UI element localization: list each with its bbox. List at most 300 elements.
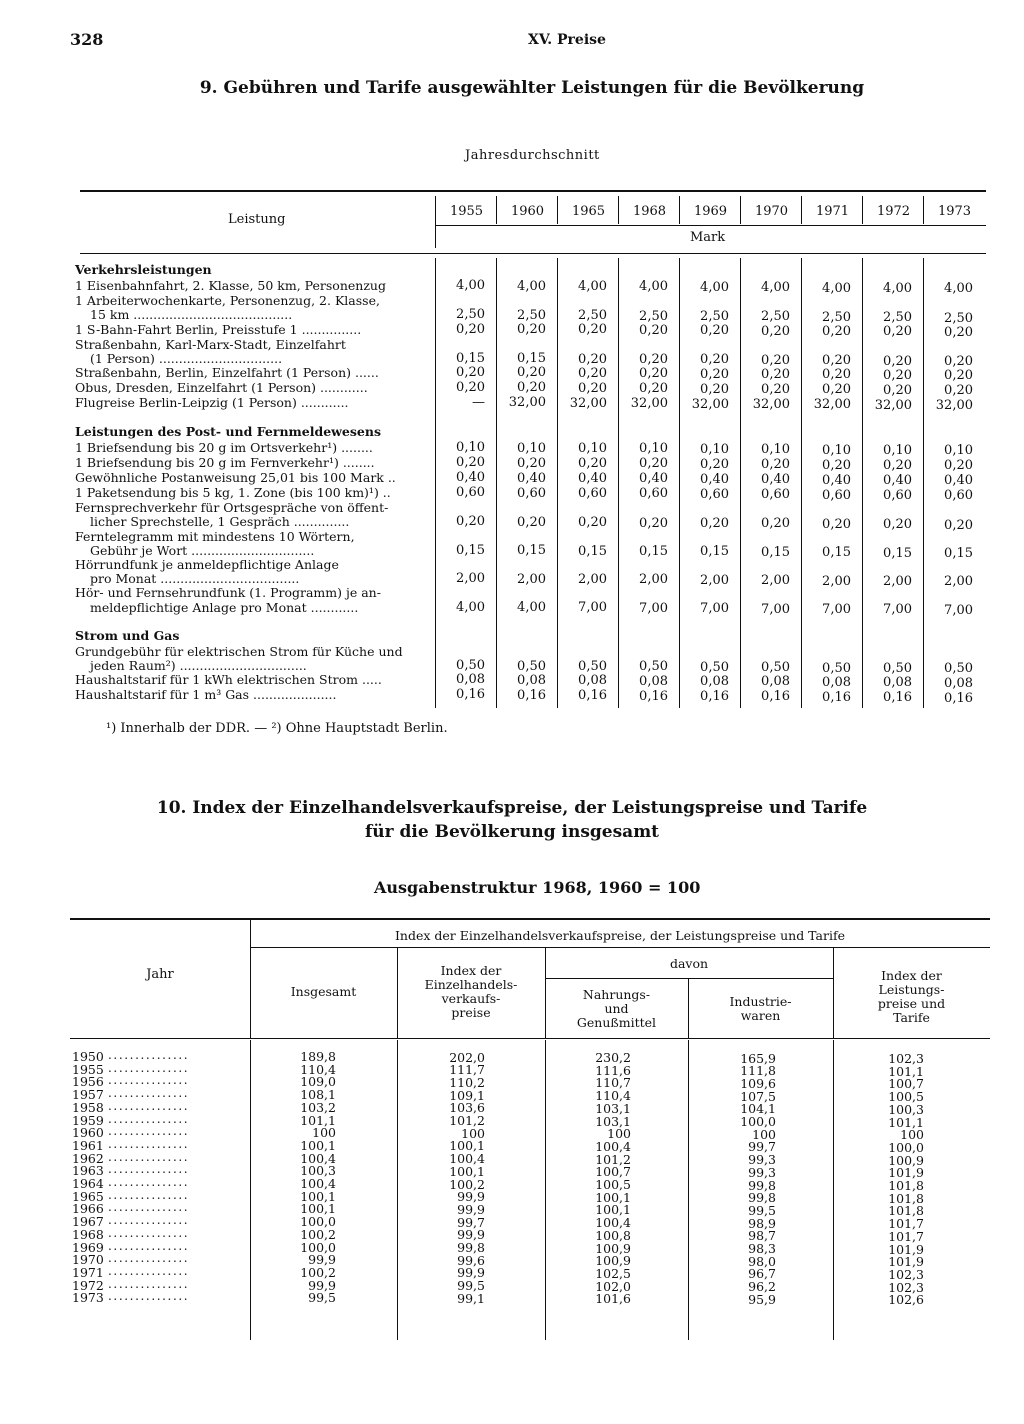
table10-year: 1972 bbox=[72, 1277, 104, 1293]
table9-row-label: Haushaltstarif für 1 m³ Gas ..................... bbox=[75, 687, 337, 703]
table10-year: 1956 bbox=[72, 1074, 104, 1090]
table10-cell: 109,0 bbox=[300, 1074, 336, 1090]
table9-cell: 32,00 bbox=[508, 395, 546, 411]
table9-cell: 0,16 bbox=[944, 690, 973, 706]
table9-cell: 0,20 bbox=[761, 382, 790, 397]
table10-leader-dots: ............... bbox=[108, 1111, 190, 1126]
table9-cell: 0,40 bbox=[517, 470, 546, 486]
table10-cell: 100,8 bbox=[595, 1227, 631, 1243]
table9-cell: 0,20 bbox=[456, 380, 485, 395]
table9-cell: 0,60 bbox=[456, 485, 485, 501]
table10-stub-header: Jahr bbox=[146, 967, 174, 982]
table10-cell: 98,9 bbox=[748, 1215, 776, 1231]
table10-cell: 101,8 bbox=[888, 1190, 924, 1206]
table10-cell: 107,5 bbox=[740, 1088, 776, 1104]
table10-cell: 100,4 bbox=[300, 1150, 336, 1166]
table9-cell: 7,00 bbox=[761, 601, 790, 617]
table10-cell: 111,6 bbox=[595, 1062, 631, 1078]
table9-vline bbox=[862, 196, 863, 224]
table10-cell: 100 bbox=[900, 1127, 924, 1143]
table10-cell: 102,3 bbox=[888, 1266, 924, 1282]
table9-stub-header: Leistung bbox=[228, 212, 286, 227]
table9-cell: 32,00 bbox=[874, 397, 912, 413]
table9-row-label: Gebühr je Wort ............................... bbox=[90, 542, 315, 558]
chapter-title: XV. Preise bbox=[528, 32, 606, 48]
table10-cell: 100,5 bbox=[888, 1089, 924, 1105]
table10-leader-dots: ............... bbox=[108, 1200, 190, 1215]
table10-cell: 100,1 bbox=[595, 1202, 631, 1218]
table10-cell: 100,0 bbox=[740, 1114, 776, 1129]
table10-leader-dots: ............... bbox=[108, 1213, 190, 1228]
table9-cell: 0,20 bbox=[578, 351, 607, 367]
table9-cell: 0,50 bbox=[639, 659, 668, 675]
table9-cell: 0,20 bbox=[517, 380, 546, 396]
table9-cell: 0,40 bbox=[578, 471, 607, 486]
table10-subtitle: Ausgabenstruktur 1968, 1960 = 100 bbox=[374, 878, 701, 897]
table9-cell: 0,16 bbox=[883, 690, 912, 706]
table9-cell: 2,50 bbox=[883, 310, 912, 326]
table10-leader-dots: ............... bbox=[108, 1251, 190, 1266]
table9-cell: 0,60 bbox=[761, 487, 790, 503]
table9-year-header: 1971 bbox=[815, 204, 850, 219]
table9-cell: 32,00 bbox=[691, 396, 729, 412]
table9-cell: 0,10 bbox=[700, 441, 729, 457]
table9-year-header: 1969 bbox=[693, 204, 728, 219]
table9-cell: 0,60 bbox=[700, 486, 729, 502]
table9-row-label: 1 Arbeiterwochenkarte, Personenzug, 2. Klasse, bbox=[75, 293, 380, 309]
table9-top-rule bbox=[80, 190, 986, 192]
table10-cell: 96,7 bbox=[748, 1266, 776, 1282]
table9-cell: 0,10 bbox=[517, 440, 546, 456]
table10-leader-dots: ............... bbox=[108, 1086, 190, 1101]
table9-cell: 0,10 bbox=[883, 443, 912, 458]
table10-year: 1962 bbox=[72, 1150, 104, 1166]
table9-cell: 0,15 bbox=[822, 545, 851, 561]
table10-cell: 100,4 bbox=[449, 1151, 485, 1167]
table9-cell: 0,08 bbox=[700, 674, 729, 689]
table10-cell: 101,6 bbox=[595, 1291, 631, 1307]
table10-year: 1961 bbox=[72, 1137, 104, 1153]
table9-cell: 0,20 bbox=[639, 352, 668, 367]
table10-col-industrie: Industrie- waren bbox=[729, 994, 792, 1023]
table10-year: 1963 bbox=[72, 1163, 104, 1179]
table9-cell: 0,60 bbox=[578, 486, 607, 501]
table9-cell: 0,20 bbox=[517, 514, 546, 530]
table10-year: 1958 bbox=[72, 1099, 104, 1115]
table10-cell: 99,7 bbox=[457, 1214, 485, 1230]
table10-cell: 99,9 bbox=[457, 1189, 485, 1205]
table9-cell: 0,15 bbox=[944, 546, 973, 561]
table9-title: 9. Gebühren und Tarife ausgewählter Leistungen für die Bevölkerung bbox=[199, 78, 865, 98]
table9-cell: 0,08 bbox=[578, 673, 607, 689]
table10-cell: 101,8 bbox=[888, 1203, 924, 1219]
table10-cell: 101,1 bbox=[300, 1112, 336, 1128]
table10-cell: 100,9 bbox=[595, 1240, 631, 1256]
table9-cell: 0,20 bbox=[944, 354, 973, 369]
table9-cell: 4,00 bbox=[456, 278, 485, 294]
table9-cell: 7,00 bbox=[822, 602, 851, 617]
table10-cell: 100,1 bbox=[300, 1137, 336, 1153]
table10-cell: 101,1 bbox=[888, 1114, 924, 1130]
table9-cell: 0,16 bbox=[700, 689, 729, 704]
table9-row-label: pro Monat ................................... bbox=[90, 571, 300, 587]
table9-cell: 0,40 bbox=[822, 472, 851, 488]
table10-cell: 100,0 bbox=[300, 1239, 336, 1255]
table9-cell: 0,20 bbox=[517, 322, 546, 337]
table10-year: 1964 bbox=[72, 1176, 104, 1191]
table9-cell: 2,50 bbox=[822, 309, 851, 325]
table9-row-label: 15 km ........................................ bbox=[90, 307, 293, 323]
table9-section-heading: Strom und Gas bbox=[75, 627, 180, 643]
table9-cell: 0,15 bbox=[456, 542, 485, 558]
table9-year-header: 1968 bbox=[632, 204, 667, 219]
table10-cell: 100,0 bbox=[300, 1214, 336, 1230]
table9-cell: 0,60 bbox=[517, 485, 546, 501]
table9-unit: Mark bbox=[690, 230, 726, 245]
table9-row-label: 1 Paketsendung bis 5 kg, 1. Zone (bis 100 km)¹) .. bbox=[75, 485, 391, 501]
table9-cell: 2,00 bbox=[517, 571, 546, 587]
table10-cell: 98,0 bbox=[748, 1253, 776, 1269]
table10-leader-dots: ............... bbox=[108, 1162, 190, 1177]
table10-leader-dots: ............... bbox=[108, 1263, 190, 1278]
table10-year: 1970 bbox=[72, 1252, 104, 1268]
table10-leader-dots: ............... bbox=[108, 1276, 190, 1291]
table9-cell: 2,50 bbox=[944, 310, 973, 326]
table10-group-header: Index der Einzelhandelsverkaufspreise, der Leistungspreise und Tarife bbox=[394, 928, 845, 943]
table9-cell: 0,20 bbox=[761, 457, 790, 473]
table10-cell: 102,0 bbox=[595, 1278, 631, 1294]
table10-cell: 100,0 bbox=[888, 1139, 924, 1155]
table9-header-rule bbox=[80, 253, 986, 254]
table10-leader-dots: ............... bbox=[108, 1048, 190, 1062]
table9-cell: 4,00 bbox=[456, 599, 485, 615]
table9-cell: 0,10 bbox=[822, 442, 851, 458]
table10-leader-dots: ............... bbox=[108, 1060, 190, 1075]
table9-vline bbox=[435, 196, 436, 248]
table10-cell: 102,6 bbox=[888, 1292, 924, 1308]
table10-cell: 102,3 bbox=[888, 1279, 924, 1295]
table10-year: 1967 bbox=[72, 1214, 104, 1230]
table10-cell: 100,1 bbox=[449, 1138, 485, 1154]
table9-cell: 0,15 bbox=[639, 544, 668, 559]
table10-leader-dots: ............... bbox=[108, 1136, 190, 1151]
table9-cell: 0,10 bbox=[944, 443, 973, 459]
table9-cell: 2,50 bbox=[639, 308, 668, 324]
table9-cell: — bbox=[472, 395, 485, 410]
table10-leader-dots: ............... bbox=[108, 1098, 190, 1113]
table9-cell: 0,20 bbox=[944, 324, 973, 340]
table9-cell: 32,00 bbox=[813, 397, 851, 413]
table9-cell: 0,20 bbox=[822, 367, 851, 383]
table9-cell: 0,10 bbox=[456, 440, 485, 456]
table10-cell: 96,2 bbox=[748, 1279, 776, 1295]
table9-cell: 0,20 bbox=[578, 365, 607, 381]
table10-col-ehv: Index der Einzelhandels- verkaufs- preise bbox=[424, 963, 518, 1020]
table10-cell: 101,2 bbox=[449, 1113, 485, 1128]
table9-year-header: 1970 bbox=[754, 204, 789, 219]
table9-cell: 0,20 bbox=[944, 368, 973, 384]
table9-cell: 0,20 bbox=[944, 517, 973, 533]
table9-cell: 0,20 bbox=[822, 324, 851, 339]
table9-section-heading: Leistungen des Post- und Fernmeldewesens bbox=[75, 424, 381, 439]
table10-cell: 103,2 bbox=[300, 1099, 336, 1115]
table9-cell: 2,00 bbox=[883, 574, 912, 589]
table10-cell: 98,3 bbox=[748, 1241, 776, 1256]
table9-cell: 32,00 bbox=[935, 398, 973, 414]
table9-cell: 0,16 bbox=[456, 687, 485, 703]
table9-cell: 0,20 bbox=[700, 381, 729, 397]
table10-cell: 100,1 bbox=[449, 1163, 485, 1179]
table9-cell: 0,20 bbox=[700, 352, 729, 368]
table10-cell: 108,1 bbox=[300, 1087, 336, 1103]
table9-row-label: Hörrundfunk je anmeldepflichtige Anlage bbox=[75, 557, 339, 572]
table10-cell: 99,9 bbox=[457, 1227, 485, 1243]
table9-cell: 4,00 bbox=[578, 279, 607, 294]
table9-vline bbox=[557, 196, 558, 224]
table10-cell: 99,9 bbox=[457, 1265, 485, 1281]
table9-cell: 0,40 bbox=[456, 470, 485, 486]
table10-cell: 99,8 bbox=[457, 1240, 485, 1255]
table9-cell: 0,20 bbox=[700, 516, 729, 531]
table9-cell: 32,00 bbox=[630, 396, 668, 412]
table10-cell: 100 bbox=[607, 1126, 631, 1142]
table9-cell: 4,00 bbox=[883, 281, 912, 296]
table9-cell: 7,00 bbox=[700, 601, 729, 617]
table9-cell: 0,20 bbox=[456, 321, 485, 337]
table9-cell: 2,00 bbox=[700, 572, 729, 588]
table9-row-label: Straßenbahn, Karl-Marx-Stadt, Einzelfahrt bbox=[75, 336, 346, 352]
table9-year-header: 1960 bbox=[510, 204, 545, 219]
table9-cell: 0,20 bbox=[883, 458, 912, 473]
table10-cell: 100 bbox=[312, 1125, 336, 1141]
table10-cell: 104,1 bbox=[740, 1101, 776, 1117]
table9-cell: 0,15 bbox=[761, 544, 790, 560]
table9-cell: 0,20 bbox=[822, 353, 851, 369]
table9-cell: 0,50 bbox=[883, 661, 912, 676]
table9-cell: 0,08 bbox=[883, 675, 912, 691]
table9-cell: 0,20 bbox=[883, 517, 912, 533]
table9-row-label: 1 Eisenbahnfahrt, 2. Klasse, 50 km, Personenzug bbox=[75, 278, 386, 294]
table9-cell: 0,20 bbox=[456, 455, 485, 471]
table10-cell: 110,4 bbox=[595, 1088, 631, 1104]
table10-cell: 109,6 bbox=[740, 1075, 776, 1091]
table9-cell: 0,20 bbox=[883, 382, 912, 398]
table10-cell: 101,8 bbox=[888, 1178, 924, 1193]
table10-cell: 100 bbox=[752, 1126, 776, 1142]
table10-cell: 100,3 bbox=[888, 1101, 924, 1117]
table10-title-line2: für die Bevölkerung insgesamt bbox=[364, 822, 660, 842]
table10-cell: 111,7 bbox=[449, 1062, 485, 1078]
table10-cell: 101,2 bbox=[595, 1151, 631, 1167]
table9-cell: 0,50 bbox=[578, 659, 607, 674]
table10-cell: 103,1 bbox=[595, 1100, 631, 1116]
table9-cell: 0,20 bbox=[517, 455, 546, 471]
table10-cell: 101,9 bbox=[888, 1254, 924, 1270]
table9-cell: 0,20 bbox=[700, 323, 729, 339]
table9-cell: 0,16 bbox=[761, 689, 790, 705]
table9-cell: 0,20 bbox=[761, 352, 790, 368]
table9-cell: 0,20 bbox=[456, 365, 485, 380]
table9-cell: 0,20 bbox=[639, 366, 668, 382]
table9-cell: 0,50 bbox=[700, 659, 729, 675]
table9-cell: 7,00 bbox=[883, 602, 912, 618]
table9-row-label: Flugreise Berlin-Leipzig (1 Person) ............ bbox=[75, 395, 349, 410]
table9-cell: 0,15 bbox=[517, 351, 546, 367]
table9-year-header: 1965 bbox=[571, 204, 606, 219]
table10-cell: 99,3 bbox=[748, 1164, 776, 1180]
table10-cell: 101,7 bbox=[888, 1228, 924, 1244]
table9-vline bbox=[618, 196, 619, 224]
table9-cell: 0,08 bbox=[517, 672, 546, 688]
table10-cell: 109,1 bbox=[449, 1087, 485, 1103]
table9-cell: 7,00 bbox=[944, 602, 973, 618]
table9-cell: 0,20 bbox=[883, 367, 912, 383]
table10-cell: 100,7 bbox=[595, 1164, 631, 1180]
table10-col-nahrung: Nahrungs- und Genußmittel bbox=[576, 987, 657, 1030]
table9-cell: 2,00 bbox=[761, 573, 790, 589]
table9-cell: 0,20 bbox=[578, 515, 607, 531]
table10-cell: 100 bbox=[461, 1125, 485, 1141]
table9-row-label: Ferntelegramm mit mindestens 10 Wörtern, bbox=[75, 528, 355, 544]
table9-cell: 0,16 bbox=[639, 688, 668, 704]
table10-leader-dots: ............... bbox=[108, 1073, 190, 1088]
table9-row-label: 1 S-Bahn-Fahrt Berlin, Preisstufe 1 ............... bbox=[75, 321, 362, 337]
table10-cell: 101,7 bbox=[888, 1216, 924, 1232]
table10-cell: 100,5 bbox=[595, 1177, 631, 1192]
table9-cell: 0,20 bbox=[700, 366, 729, 382]
table9-cell: 4,00 bbox=[517, 278, 546, 294]
table9-cell: 0,20 bbox=[944, 458, 973, 474]
table9-cell: 0,20 bbox=[517, 365, 546, 381]
table9-cell: 0,16 bbox=[578, 688, 607, 704]
table9-cell: 0,50 bbox=[822, 660, 851, 676]
table9-year-header: 1972 bbox=[876, 204, 911, 219]
table10-cell: 99,9 bbox=[308, 1277, 336, 1293]
table10-cell: 189,8 bbox=[300, 1049, 336, 1064]
table9-cell: 0,08 bbox=[639, 673, 668, 689]
table9-row-label: licher Sprechstelle, 1 Gespräch .............. bbox=[90, 514, 350, 530]
table9-row-label: (1 Person) ............................... bbox=[90, 350, 283, 366]
table10-cell: 99,9 bbox=[457, 1201, 485, 1217]
table9-cell: 2,50 bbox=[578, 308, 607, 324]
table9-cell: 0,10 bbox=[639, 441, 668, 457]
table9-cell: 0,20 bbox=[761, 323, 790, 339]
table9-cell: 2,00 bbox=[578, 572, 607, 587]
table10-cell: 99,5 bbox=[457, 1278, 485, 1294]
table10-cell: 100,3 bbox=[300, 1163, 336, 1179]
table10-cell: 165,9 bbox=[740, 1050, 776, 1066]
table10-leader-dots: ............... bbox=[108, 1175, 190, 1189]
table9-cell: 2,50 bbox=[517, 307, 546, 323]
table9-cell: 0,15 bbox=[456, 350, 485, 366]
table9-cell: 0,60 bbox=[639, 486, 668, 502]
table10-cell: 230,2 bbox=[595, 1050, 631, 1065]
table9-cell: 0,10 bbox=[761, 442, 790, 458]
table9-cell: 0,20 bbox=[639, 515, 668, 531]
table9-cell: 0,20 bbox=[578, 322, 607, 338]
table9-cell: 7,00 bbox=[639, 600, 668, 616]
table9-year-header: 1973 bbox=[937, 204, 972, 219]
table10-leader-dots: ............... bbox=[108, 1225, 190, 1240]
table9-cell: 0,20 bbox=[761, 367, 790, 382]
table9-cell: 0,16 bbox=[822, 689, 851, 705]
table9-cell: 0,20 bbox=[822, 516, 851, 532]
table10-cell: 100,9 bbox=[595, 1253, 631, 1269]
table9-row-label: jeden Raum²) ................................ bbox=[90, 658, 307, 674]
table10-year: 1971 bbox=[72, 1264, 104, 1280]
table9-cell: 0,20 bbox=[700, 456, 729, 472]
table9-vline bbox=[740, 196, 741, 224]
table10-cell: 110,7 bbox=[595, 1075, 631, 1091]
table9-cell: 0,20 bbox=[883, 353, 912, 369]
table10-cell: 100,7 bbox=[888, 1076, 924, 1092]
table10-cell: 99,8 bbox=[748, 1177, 776, 1193]
table10-cell: 99,6 bbox=[457, 1252, 485, 1268]
table9-row-label: Grundgebühr für elektrischen Strom für Küche und bbox=[75, 644, 403, 659]
table9-footnote: ¹) Innerhalb der DDR. — ²) Ohne Hauptstadt Berlin. bbox=[106, 721, 448, 736]
table9-row-label: Gewöhnliche Postanweisung 25,01 bis 100 Mark .. bbox=[75, 470, 396, 486]
table10-cell: 100,4 bbox=[595, 1215, 631, 1231]
table9-row-label: meldepflichtige Anlage pro Monat ............ bbox=[90, 599, 359, 615]
table10-cell: 103,6 bbox=[449, 1100, 485, 1116]
table9-row-label: Hör- und Fernsehrundfunk (1. Programm) je an- bbox=[75, 585, 381, 601]
table10-cell: 110,2 bbox=[449, 1074, 485, 1090]
table9-cell: 0,15 bbox=[517, 543, 546, 559]
table9-cell: 0,15 bbox=[578, 543, 607, 559]
table9-cell: 2,00 bbox=[639, 572, 668, 588]
table10-cell: 99,5 bbox=[748, 1202, 776, 1218]
table9-cell: 32,00 bbox=[569, 395, 607, 411]
table10-header-rule bbox=[70, 1038, 990, 1039]
table10-year: 1959 bbox=[72, 1112, 104, 1128]
table9-cell: 0,20 bbox=[639, 322, 668, 338]
table9-cell: 0,60 bbox=[822, 487, 851, 503]
table9-cell: 0,20 bbox=[822, 457, 851, 473]
table10-cell: 100,2 bbox=[300, 1264, 336, 1280]
table9-cell: 0,50 bbox=[456, 658, 485, 674]
table9-cell: 0,50 bbox=[944, 661, 973, 677]
table9-year-header: 1955 bbox=[449, 204, 484, 219]
table10-cell: 100,9 bbox=[888, 1152, 924, 1168]
table10-group-rule bbox=[250, 947, 990, 948]
table10-year: 1968 bbox=[72, 1226, 104, 1242]
table9-cell: 2,00 bbox=[944, 574, 973, 590]
table10-cell: 100,1 bbox=[595, 1189, 631, 1205]
table9-cell: 0,10 bbox=[578, 441, 607, 456]
table9-cell: 0,50 bbox=[761, 660, 790, 676]
table10-year: 1966 bbox=[72, 1201, 104, 1217]
table10-cell: 100,2 bbox=[449, 1176, 485, 1192]
table10-cell: 100,4 bbox=[595, 1138, 631, 1154]
table10-cell: 103,1 bbox=[595, 1113, 631, 1129]
table10-cell: 101,9 bbox=[888, 1241, 924, 1257]
table10-davon-rule bbox=[545, 978, 833, 979]
table10-cell: 99,7 bbox=[748, 1139, 776, 1155]
table10-cell: 99,8 bbox=[748, 1190, 776, 1206]
table9-cell: 0,40 bbox=[639, 471, 668, 487]
table9-cell: 0,08 bbox=[456, 672, 485, 688]
table10-year: 1965 bbox=[72, 1188, 104, 1204]
table10-year: 1969 bbox=[72, 1239, 104, 1255]
table9-cell: 0,20 bbox=[639, 381, 668, 397]
table9-cell: 0,16 bbox=[517, 687, 546, 703]
table9-cell: 0,20 bbox=[639, 456, 668, 472]
table9-cell: 2,00 bbox=[822, 573, 851, 589]
table9-vline bbox=[923, 196, 924, 224]
table9-cell: 0,20 bbox=[822, 382, 851, 398]
table10-cell: 100,1 bbox=[300, 1188, 336, 1204]
table10-cell: 101,9 bbox=[888, 1165, 924, 1181]
